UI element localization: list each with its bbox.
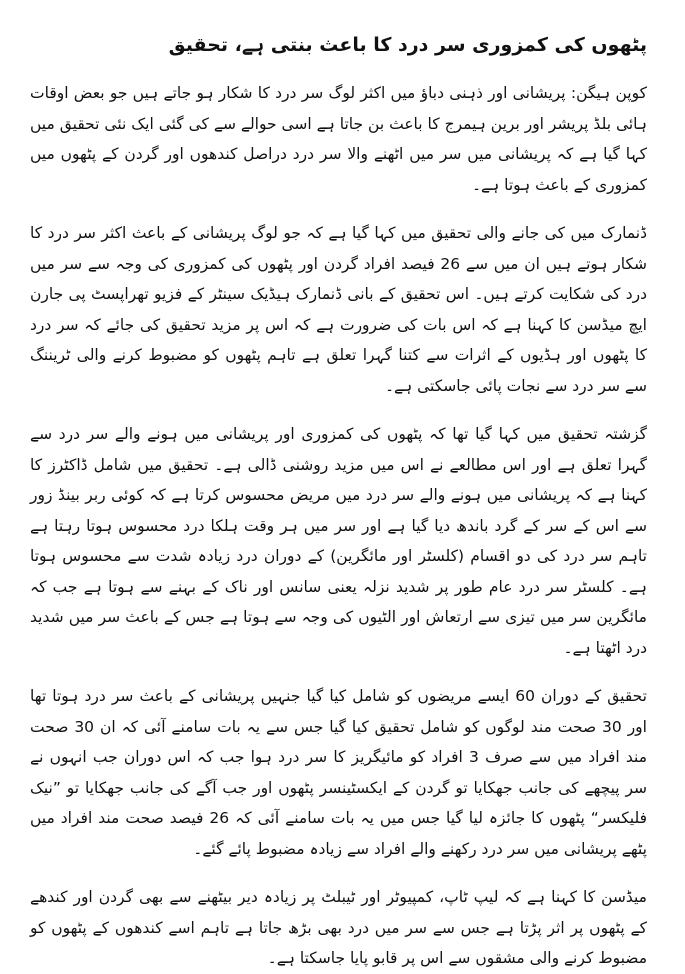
article-paragraph-5: میڈسن کا کہنا ہے کہ لیپ ٹاپ، کمپیوٹر اور ٹیبلٹ پر زیادہ دیر بیٹھنے سے بھی گردن اور کندھے کے پٹھوں پر اثر پڑتا ہے جس سے سر میں درد بھی بڑھ جاتا ہے تاہم اسے کندھوں کے پٹھوں کو مضبوط کرنے والی مشقوں سے اس پر قابو پایا جاسکتا ہے۔ <box>30 888 647 967</box>
article-paragraph-3: گزشتہ تحقیق میں کہا گیا تھا کہ پٹھوں کی کمزوری اور پریشانی میں ہونے والے سر درد سے گہرا تعلق ہے اور اس مطالعے نے اس میں مزید روشنی ڈالی ہے۔ تحقیق میں شامل ڈاکٹرز کا کہنا ہے کہ پریشانی میں ہونے والے سر درد میں مریض محسوس کرتا ہے کہ کوئی ربر بینڈ زور سے اس کے سر کے گرد باندھ دیا گیا ہے اور سر میں ہر وقت ہلکا درد محسوس ہوتا رہتا ہے تاہم سر درد کی دو اقسام (کلسٹر اور مائگرین) کے دوران درد زیادہ شدت سے محسوس ہوتا ہے۔ کلسٹر سر درد عام طور پر شدید نزلہ یعنی سانس اور ناک کے بہنے سے ہوتا ہے جب کہ مائگرین سر میں تیزی سے ارتعاش اور الٹیوں کی وجہ سے ہوتا ہے جس کے باعث سر میں شدید درد اٹھتا ہے۔ <box>30 425 647 657</box>
article-paragraph-1: کوپن ہیگن: پریشانی اور ذہنی دباؤ میں اکثر لوگ سر درد کا شکار ہو جاتے ہیں جو بعض اوقات ہائی بلڈ پریشر اور برین ہیمرج کا باعث بن جاتا ہے اسی حوالے سے کی گئی ایک نئی تحقیق میں کہا گیا ہے کہ پریشانی میں سر میں اٹھنے والا سر درد دراصل کندھوں اور گردن کے پٹھوں میں کمزوری کے باعث ہوتا ہے۔ <box>30 84 647 194</box>
article-headline: پٹھوں کی کمزوری سر درد کا باعث بنتی ہے، تحقیق <box>168 34 647 56</box>
article-paragraph-4: تحقیق کے دوران 60 ایسے مریضوں کو شامل کیا گیا جنہیں پریشانی کے باعث سر درد ہوتا تھا اور 30 صحت مند لوگوں کو شامل تحقیق کیا گیا جس سے یہ بات سامنے آئی کہ ان 30 صحت مند افراد میں سے صرف 3 افراد کو مائیگریز کا سر درد ہوا جب کہ اس دوران جب انہوں نے سر پیچھے کی جانب جھکایا تو گردن کے ایکسٹینسر پٹھوں اور جب آگے کی جانب جھکایا تو ”نیک فلیکسر“ پٹھوں کا جائزہ لیا گیا جس میں یہ بات سامنے آئی کہ 26 فیصد صحت مند افراد میں پٹھے پریشانی میں سر درد رکھنے والے افراد سے زیادہ مضبوط پائے گئے۔ <box>30 687 647 858</box>
article-paragraph-2: ڈنمارک میں کی جانے والی تحقیق میں کہا گیا ہے کہ جو لوگ پریشانی کے باعث اکثر سر درد کا شکار ہوتے ہیں ان میں سے 26 فیصد افراد گردن اور پٹھوں کی کمزوری کی وجہ سے سر میں درد کی شکایت کرتے ہیں۔ اس تحقیق کے بانی ڈنمارک ہیڈیک سینٹر کے فزیو تھراپسٹ پی جارن ایچ میڈسن کا کہنا ہے کہ اس بات کی ضرورت ہے کہ اس پر مزید تحقیق کی جائے کہ سر درد کا پٹھوں اور ہڈیوں کے اثرات سے کتنا گہرا تعلق ہے تاہم پٹھوں کو مضبوط کرنے والی ٹریننگ سے سر درد سے نجات پائی جاسکتی ہے۔ <box>30 224 647 395</box>
